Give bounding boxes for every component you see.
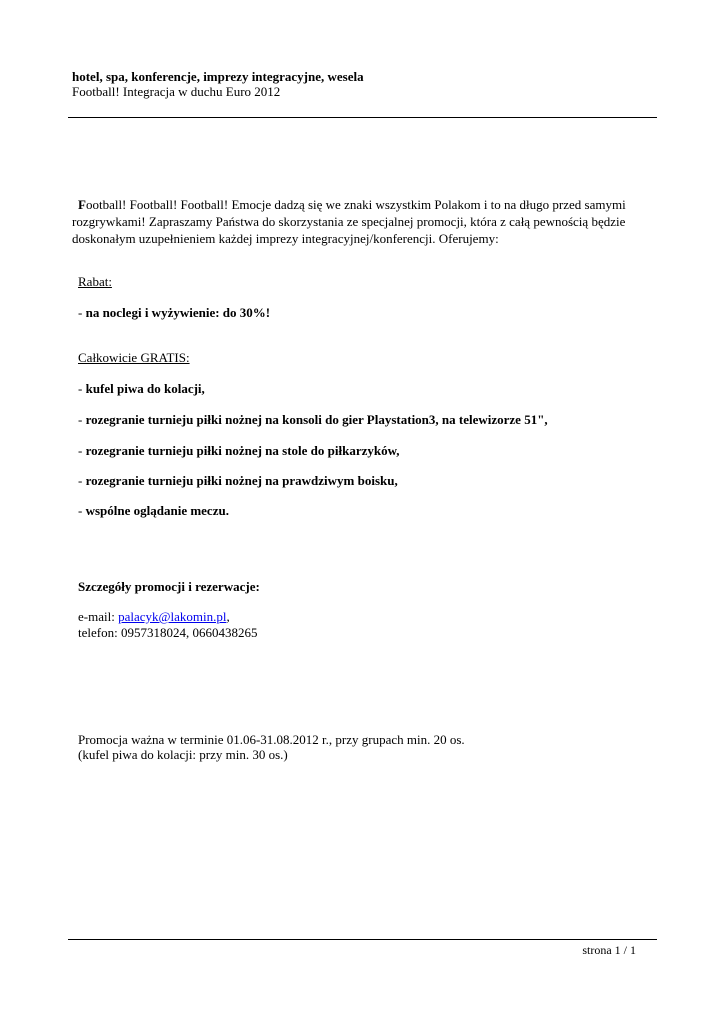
free-item-text: rozegranie turnieju piłki nożnej na konsoli do gier Playstation3, na telewizorze 51", [85, 412, 548, 427]
footer-divider [68, 939, 657, 940]
page-number: strona 1 / 1 [582, 943, 636, 957]
free-heading: Całkowicie GRATIS: [78, 350, 190, 365]
email-link[interactable]: palacyk@lakomin.pl [118, 609, 227, 624]
phone-label: telefon: [78, 625, 121, 640]
email-label: e-mail: [78, 609, 119, 624]
free-item-text: rozegranie turnieju piłki nożnej na stole do piłkarzyków, [85, 443, 400, 458]
discount-item-text: na noclegi i wyżywienie: do 30%! [85, 305, 271, 320]
validity-footnote: (kufel piwa do kolacji: przy min. 30 os.) [78, 747, 288, 762]
list-item [78, 381, 205, 397]
contact-phone-line [78, 625, 257, 641]
document-subtitle: Football! Integracja w duchu Euro 2012 [72, 84, 281, 99]
list-dash: - [78, 473, 86, 488]
intro-paragraph [72, 196, 662, 247]
validity-note: Promocja ważna w terminie 01.06-31.08.2012 r., przy grupach min. 20 os. [78, 732, 465, 747]
list-dash: - [78, 412, 86, 427]
phone-numbers: 0957318024, 0660438265 [120, 625, 258, 640]
list-item [78, 412, 548, 428]
list-item [78, 473, 398, 489]
intro-text: ootball! Football! Football! Emocje dadzą się we znaki wszystkim Polakom i to na długo przed samymi rozgrywkami! Zapraszamy Państwa do skorzystania ze specjalnej promocji, która z całą pewnością będzie doskonałym uzupełnieniem każdej imprezy integracyjnej/konferencji. Oferujemy: [72, 197, 626, 246]
discount-heading: Rabat: [78, 274, 112, 289]
list-dash: - [78, 443, 86, 458]
contact-email-line [78, 609, 230, 625]
discount-item [78, 305, 270, 321]
list-item [78, 443, 400, 459]
intro-initial-letter: F [78, 197, 86, 212]
email-suffix: , [226, 609, 230, 624]
header-divider [68, 117, 657, 118]
list-dash: - [78, 305, 86, 320]
free-item-text: kufel piwa do kolacji, [85, 381, 205, 396]
list-dash: - [78, 381, 86, 396]
list-item [78, 503, 229, 519]
contact-heading: Szczegóły promocji i rezerwacje: [78, 579, 260, 594]
free-item-text: rozegranie turnieju piłki nożnej na prawdziwym boisku, [85, 473, 398, 488]
free-item-text: wspólne oglądanie meczu. [85, 503, 229, 518]
list-dash: - [78, 503, 86, 518]
document-title: hotel, spa, konferencje, imprezy integracyjne, wesela [72, 69, 364, 84]
